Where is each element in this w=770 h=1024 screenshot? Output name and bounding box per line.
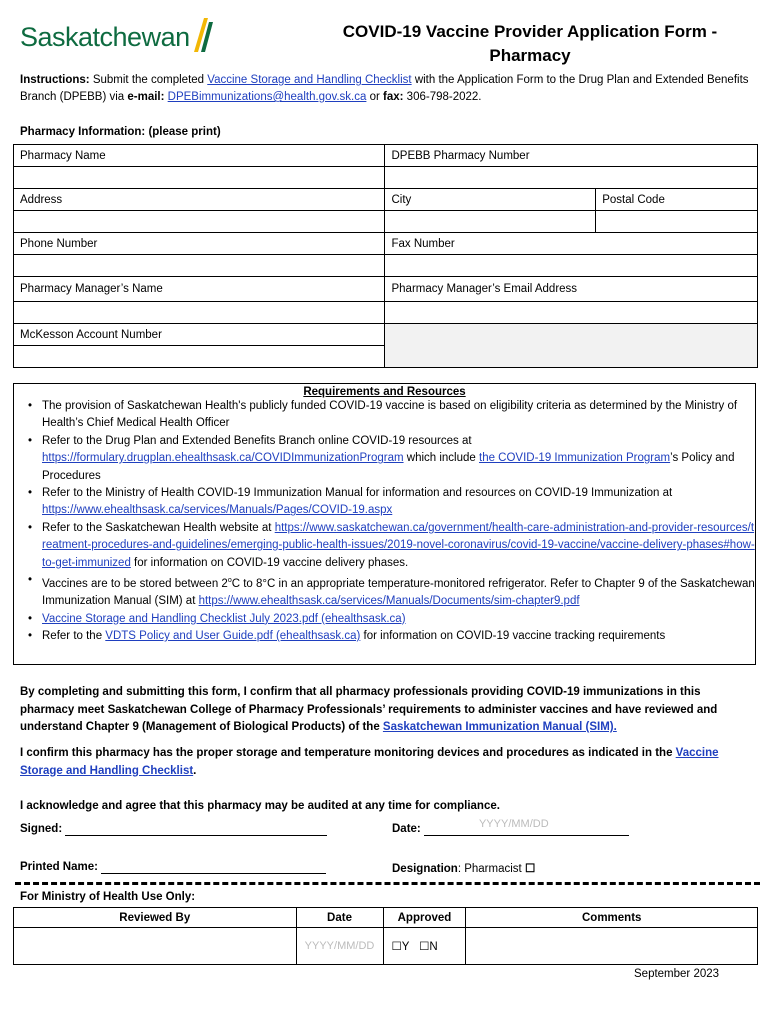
mckesson-field[interactable] <box>14 346 385 368</box>
checklist-pdf-link[interactable]: Vaccine Storage and Handling Checklist July 2023.pdf (ehealthsask.ca) <box>42 612 406 625</box>
pharmacy-info-label: Pharmacy Information: (please print) <box>20 126 221 138</box>
review-date-field[interactable]: YYYY/MM/DD <box>296 928 383 965</box>
saskatchewan-logo <box>20 22 220 62</box>
comments-field[interactable] <box>466 928 758 965</box>
signature-field[interactable] <box>65 823 327 836</box>
printed-name-field[interactable] <box>101 861 326 874</box>
sask-website-link[interactable]: https://www.saskatchewan.ca/government/health-care-administration-and-provider-resources/treatment-procedures-and-guidelines/emerging-public-health-issues/2019-novel-coronavirus/covid-19-vaccine/vaccine-delivery-phases#how-to-get-immunized <box>42 521 755 569</box>
email-link[interactable]: DPEBimmunizations@health.gov.sk.ca <box>167 91 367 103</box>
fax-label: Fax Number <box>385 233 758 255</box>
address-label: Address <box>14 189 385 211</box>
list-item <box>24 611 755 628</box>
col-reviewed-by: Reviewed By <box>14 908 297 928</box>
mckesson-label: McKesson Account Number <box>14 324 385 346</box>
shaded-cell <box>385 324 758 368</box>
approved-cell <box>383 928 466 965</box>
postal-code-field[interactable] <box>596 211 758 233</box>
manual-link[interactable]: https://www.ehealthsask.ca/services/Manuals/Pages/COVID-19.aspx <box>42 504 393 517</box>
list-item: • Refer to the Drug Plan and Extended Benefits Branch online COVID-19 resources at https://formulary.drugplan.ehealthsask.ca/COVIDImmunizationProgram which include the COVID-19 Immunization Program’s Policy and Procedures <box>24 433 755 485</box>
pharmacy-name-label: Pharmacy Name <box>14 145 385 167</box>
dpebb-number-label: DPEBB Pharmacy Number <box>385 145 758 167</box>
footer-date: September 2023 <box>634 968 720 980</box>
approved-yes-checkbox[interactable]: ☐Y <box>391 941 410 953</box>
logo-text: Saskatchewan <box>20 22 190 52</box>
signed-line: Signed: <box>20 823 327 836</box>
cut-line <box>15 882 760 885</box>
manager-email-field[interactable] <box>385 302 758 324</box>
pharmacy-name-field[interactable] <box>14 167 385 189</box>
printed-name-line: Printed Name: <box>20 861 326 874</box>
col-approved: Approved <box>383 908 466 928</box>
manager-name-label: Pharmacy Manager’s Name <box>14 277 385 302</box>
city-label: City <box>385 189 596 211</box>
city-field[interactable] <box>385 211 596 233</box>
checklist-link-2[interactable]: Vaccine Storage and Handling Checklist <box>20 747 719 777</box>
date-line: Date: YYYY/MM/DD <box>392 823 629 836</box>
page-title: COVID-19 Vaccine Provider Application Form - Pharmacy <box>342 22 718 65</box>
list-item: • Vaccines are to be stored between 2$^o$C to 8°C in an appropriate temperature-monitored refrigerator. Refer to Chapter 9 of the Saskatchewan Immunization Manual (SIM) at https://www.ehealthsask.ca/services/Manuals/Documents/sim-chapter9.pdf <box>24 572 755 611</box>
pharmacy-info-table <box>13 144 758 368</box>
list-item: • The provision of Saskatchewan Health's publicly funded COVID-19 vaccine is based on eligibility criteria as determined by the Ministry of Health’s Chief Medical Health Officer <box>24 398 755 433</box>
sim-chapter-link[interactable]: https://www.ehealthsask.ca/services/Manuals/Documents/sim-chapter9.pdf <box>198 595 580 608</box>
ministry-use-label: For Ministry of Health Use Only: <box>20 891 196 903</box>
list-item: • Refer to the VDTS Policy and User Guide.pdf (ehealthsask.ca) for information on COVID-19 vaccine tracking requirements <box>24 628 755 645</box>
list-item: • Refer to the Ministry of Health COVID-19 Immunization Manual for information and resources on COVID-19 Immunization at https://www.ehealthsask.ca/services/Manuals/Pages/COVID-19.aspx <box>24 485 755 520</box>
requirements-box <box>13 383 756 665</box>
pharmacist-checkbox[interactable]: ☐ <box>524 863 536 875</box>
manager-email-label: Pharmacy Manager’s Email Address <box>385 277 758 302</box>
instructions: Instructions: Submit the completed Vaccine Storage and Handling Checklist with the Application Form to the Drug Plan and Extended Benefits Branch (DPEBB) via e-mail: DPEBimmunizations@health.gov.sk.ca or fax: 306-798-2022. <box>20 74 749 103</box>
list-item: • Refer to the Saskatchewan Health website at https://www.saskatchewan.ca/government/health-care-administration-and-provider-resources/treatment-procedures-and-guidelines/emerging-public-health-issues/2019-novel-coronavirus/covid-19-vaccine/vaccine-delivery-phases#how-to-get-immunized for information on COVID-19 vaccine delivery phases. <box>24 520 755 572</box>
approved-no-checkbox[interactable]: ☐N <box>419 941 438 953</box>
date-field[interactable]: YYYY/MM/DD <box>424 823 629 836</box>
phone-field[interactable] <box>14 255 385 277</box>
confirmation-paragraph-1: By completing and submitting this form, I confirm that all pharmacy professionals providing COVID-19 immunizations in this pharmacy meet Saskatchewan College of Pharmacy Professionals’ requirements to administer vaccines and have reviewed and understand Chapter 9 (Management of Biological Products) of the Saskatchewan Immunization Manual (SIM). <box>20 686 718 733</box>
audit-acknowledgement: I acknowledge and agree that this pharmacy may be audited at any time for compliance. <box>20 800 500 812</box>
designation-line: Designation: Pharmacist ☐ <box>392 863 536 875</box>
address-field[interactable] <box>14 211 385 233</box>
confirmation-paragraph-2: I confirm this pharmacy has the proper storage and temperature monitoring devices and procedures as indicated in the Vaccine Storage and Handling Checklist. <box>20 747 719 777</box>
vdts-link[interactable]: VDTS Policy and User Guide.pdf (ehealthsask.ca) <box>105 630 361 643</box>
ministry-table <box>13 907 758 965</box>
manager-name-field[interactable] <box>14 302 385 324</box>
wheat-logo-icon <box>190 16 216 54</box>
formulary-link[interactable]: https://formulary.drugplan.ehealthsask.ca/COVIDImmunizationProgram <box>42 452 404 465</box>
phone-label: Phone Number <box>14 233 385 255</box>
requirements-title: Requirements and Resources <box>303 386 466 398</box>
reviewed-by-field[interactable] <box>14 928 297 965</box>
fax-field[interactable] <box>385 255 758 277</box>
col-date: Date <box>296 908 383 928</box>
sim-link[interactable]: Saskatchewan Immunization Manual (SIM). <box>382 721 617 733</box>
program-link[interactable]: the COVID-19 Immunization Program <box>479 452 671 465</box>
col-comments: Comments <box>466 908 758 928</box>
postal-code-label: Postal Code <box>596 189 758 211</box>
dpebb-number-field[interactable] <box>385 167 758 189</box>
checklist-link[interactable]: Vaccine Storage and Handling Checklist <box>207 74 412 86</box>
